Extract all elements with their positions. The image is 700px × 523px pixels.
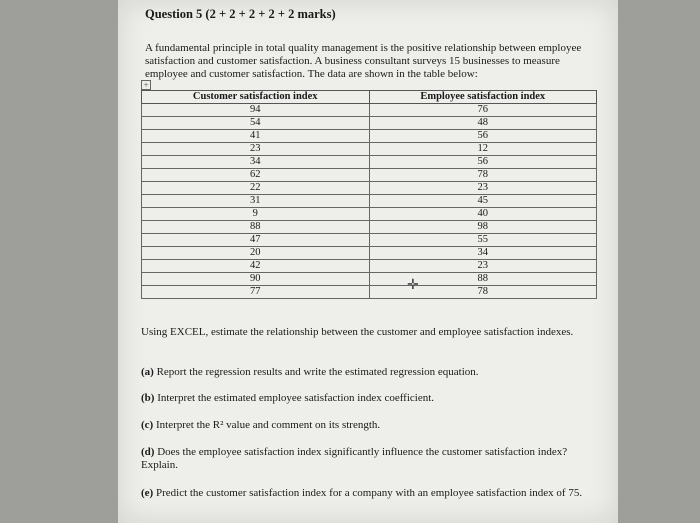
customer-index-cell: 47 bbox=[142, 234, 370, 247]
employee-index-cell: 40 bbox=[369, 208, 597, 221]
customer-index-cell: 22 bbox=[142, 182, 370, 195]
customer-index-cell: 94 bbox=[142, 104, 370, 117]
employee-index-cell: 34 bbox=[369, 247, 597, 260]
employee-index-cell: 98 bbox=[369, 221, 597, 234]
part-text: Interpret the estimated employee satisfaction index coefficient. bbox=[154, 392, 435, 404]
question-title: Question 5 (2 + 2 + 2 + 2 + 2 marks) bbox=[145, 7, 336, 21]
part-e bbox=[141, 487, 601, 500]
table-row bbox=[142, 234, 597, 247]
employee-index-cell: 78 bbox=[369, 169, 597, 182]
customer-index-cell: 62 bbox=[142, 169, 370, 182]
table-row bbox=[142, 221, 597, 234]
customer-index-cell: 20 bbox=[142, 247, 370, 260]
customer-index-cell: 88 bbox=[142, 221, 370, 234]
data-table bbox=[141, 90, 597, 299]
table-row bbox=[142, 273, 597, 286]
table-row bbox=[142, 169, 597, 182]
employee-index-cell: 56 bbox=[369, 130, 597, 143]
table-row bbox=[142, 130, 597, 143]
table-row bbox=[142, 182, 597, 195]
employee-index-cell: 55 bbox=[369, 234, 597, 247]
table-row bbox=[142, 117, 597, 130]
table-move-handle-icon[interactable]: + bbox=[141, 80, 151, 90]
table-row bbox=[142, 195, 597, 208]
customer-index-cell: 41 bbox=[142, 130, 370, 143]
table-row bbox=[142, 143, 597, 156]
question-intro: A fundamental principle in total quality management is the positive relationship between employee satisfaction and customer satisfaction. A business consultant surveys 15 businesses to measure employee and customer satisfaction. The data are shown in the table below: bbox=[145, 42, 582, 80]
employee-index-cell: 78 bbox=[369, 286, 597, 299]
customer-index-cell: 31 bbox=[142, 195, 370, 208]
part-text: Interpret the R² value and comment on its strength. bbox=[153, 419, 381, 431]
crosshair-cursor-icon: ✛ bbox=[407, 278, 419, 293]
customer-index-cell: 54 bbox=[142, 117, 370, 130]
employee-index-cell: 23 bbox=[369, 260, 597, 273]
part-label: (d) bbox=[141, 446, 155, 458]
customer-index-cell: 77 bbox=[142, 286, 370, 299]
table-row bbox=[142, 247, 597, 260]
table-row bbox=[142, 260, 597, 273]
question-stem: Using EXCEL, estimate the relationship between the customer and employee satisfaction indexes. bbox=[141, 326, 574, 338]
part-text: Report the regression results and write the estimated regression equation. bbox=[153, 366, 479, 378]
part-a bbox=[141, 366, 601, 379]
table-row bbox=[142, 286, 597, 299]
part-label: (e) bbox=[141, 487, 154, 499]
employee-index-cell: 48 bbox=[369, 117, 597, 130]
customer-index-cell: 23 bbox=[142, 143, 370, 156]
column-header-employee: Employee satisfaction index bbox=[369, 91, 597, 104]
employee-index-cell: 56 bbox=[369, 156, 597, 169]
table-header-row bbox=[142, 91, 597, 104]
customer-index-cell: 9 bbox=[142, 208, 370, 221]
employee-index-cell: 76 bbox=[369, 104, 597, 117]
employee-index-cell: 23 bbox=[369, 182, 597, 195]
customer-index-cell: 42 bbox=[142, 260, 370, 273]
table-row bbox=[142, 156, 597, 169]
employee-index-cell: 12 bbox=[369, 143, 597, 156]
part-d bbox=[141, 446, 601, 472]
part-c bbox=[141, 419, 601, 432]
part-label: (b) bbox=[141, 392, 155, 404]
customer-index-cell: 34 bbox=[142, 156, 370, 169]
part-label: (c) bbox=[141, 419, 154, 431]
column-header-customer: Customer satisfaction index bbox=[142, 91, 370, 104]
part-text: Does the employee satisfaction index significantly influence the customer satisfaction index? Explain. bbox=[141, 446, 568, 471]
part-label: (a) bbox=[141, 366, 154, 378]
customer-index-cell: 90 bbox=[142, 273, 370, 286]
employee-index-cell: 45 bbox=[369, 195, 597, 208]
table-row bbox=[142, 208, 597, 221]
table-row bbox=[142, 104, 597, 117]
part-b bbox=[141, 392, 601, 405]
employee-index-cell: 88 bbox=[369, 273, 597, 286]
part-text: Predict the customer satisfaction index for a company with an employee satisfaction index of 75. bbox=[153, 487, 583, 499]
